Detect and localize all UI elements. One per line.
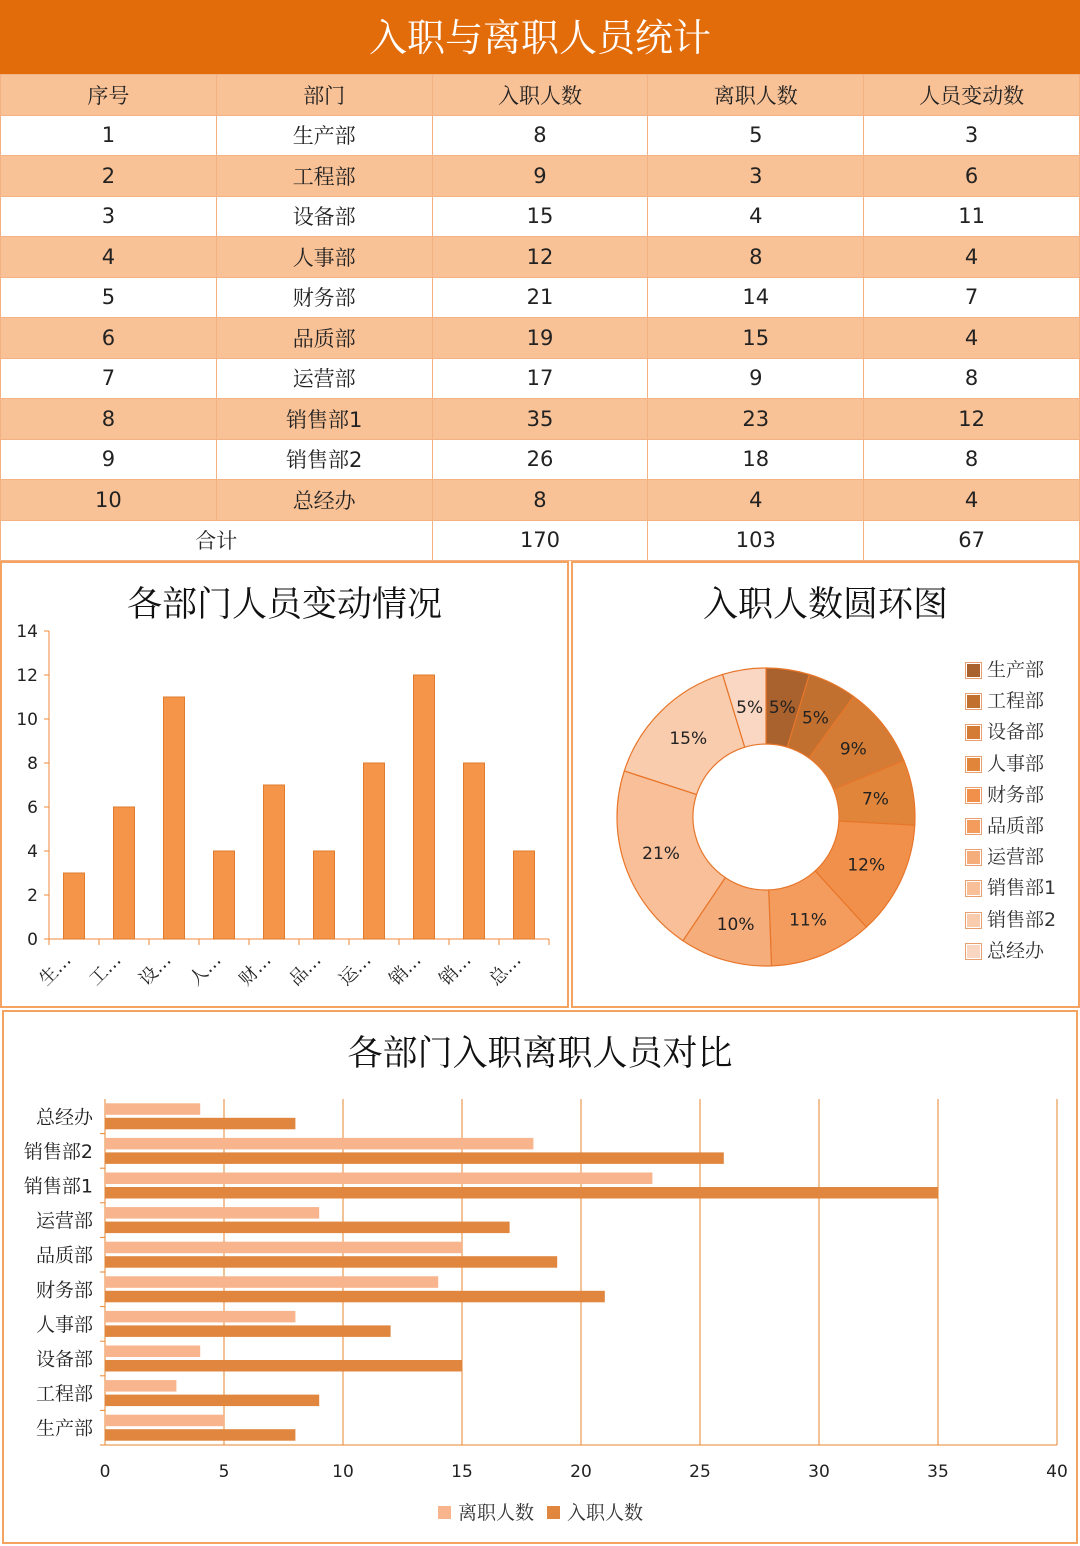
x-tick-label: 人…	[185, 949, 226, 990]
x-tick-label: 10	[332, 1462, 354, 1482]
table-cell: 17	[432, 358, 648, 399]
legend-swatch	[966, 788, 981, 803]
legend-label: 离职人数	[458, 1502, 535, 1524]
table-cell: 5	[1, 277, 217, 318]
table-cell: 4	[864, 480, 1080, 521]
legend-swatch	[966, 725, 981, 740]
table-row	[1, 318, 1080, 359]
legend-item	[966, 780, 1044, 807]
table-cell: 3	[1, 196, 217, 237]
x-tick-label: 工…	[85, 949, 126, 990]
bar	[214, 851, 235, 939]
bar	[414, 675, 435, 939]
slice-label: 21%	[642, 844, 680, 865]
table-cell: 12	[432, 237, 648, 278]
bar-hire	[105, 1118, 295, 1130]
table-cell: 4	[648, 480, 864, 521]
table-cell: 销售部2	[216, 439, 432, 480]
y-tick-label: 10	[16, 710, 38, 730]
page-title: 入职与离职人员统计	[0, 0, 1080, 74]
bar-leave	[105, 1173, 652, 1185]
stats-table	[0, 74, 1080, 561]
table-cell: 8	[432, 115, 648, 156]
table-header-cell: 人员变动数	[864, 75, 1080, 116]
table-cell: 总经办	[216, 480, 432, 521]
table-total-row	[1, 520, 1080, 561]
y-tick-label: 12	[16, 666, 38, 686]
legend-item	[966, 655, 1044, 682]
table-row	[1, 156, 1080, 197]
table-cell: 4	[864, 237, 1080, 278]
legend-swatch	[966, 850, 981, 865]
legend-swatch	[966, 694, 981, 709]
x-tick-label: 15	[451, 1462, 473, 1482]
legend-label: 品质部	[987, 815, 1045, 837]
table-cell: 8	[648, 237, 864, 278]
bar	[164, 697, 185, 939]
table-cell: 3	[648, 156, 864, 197]
slice-label: 11%	[789, 910, 827, 931]
y-tick-label: 4	[27, 842, 38, 862]
table-cell: 7	[1, 358, 217, 399]
legend-label: 销售部2	[987, 908, 1057, 931]
bar-hire	[105, 1291, 605, 1303]
bar	[114, 807, 135, 939]
y-tick-label: 6	[27, 798, 38, 818]
table-cell: 销售部1	[216, 399, 432, 440]
table-cell: 4	[864, 318, 1080, 359]
table-cell: 14	[648, 277, 864, 318]
legend-swatch	[966, 757, 981, 772]
legend-swatch	[966, 944, 981, 959]
table-cell: 6	[864, 156, 1080, 197]
bar-leave	[105, 1138, 533, 1150]
bar-leave	[105, 1311, 295, 1323]
legend-swatch	[966, 663, 981, 678]
bar-leave	[105, 1242, 462, 1254]
slice-label: 9%	[839, 739, 867, 760]
y-tick-label: 2	[27, 886, 38, 906]
legend-swatch	[438, 1506, 451, 1519]
legend-item	[966, 686, 1044, 713]
table-total-cell: 103	[648, 520, 864, 561]
x-tick-label: 5	[218, 1462, 230, 1482]
table-row	[1, 358, 1080, 399]
compare-bar-chart	[4, 1012, 1076, 1542]
table-cell: 21	[432, 277, 648, 318]
table-row	[1, 196, 1080, 237]
legend-item	[966, 842, 1044, 869]
change-chart-title: 各部门人员变动情况	[126, 585, 442, 625]
legend-label: 总经办	[987, 939, 1045, 962]
y-tick-label: 运营部	[35, 1210, 93, 1233]
legend-label: 设备部	[987, 721, 1045, 744]
y-tick-label: 设备部	[35, 1348, 93, 1371]
change-bar-chart	[2, 563, 567, 1006]
table-row	[1, 480, 1080, 521]
bar-hire	[105, 1256, 557, 1268]
slice-label: 15%	[669, 728, 708, 749]
compare-chart-panel	[2, 1010, 1078, 1544]
legend-item	[966, 749, 1044, 776]
table-cell: 18	[648, 439, 864, 480]
bar-leave	[105, 1346, 200, 1358]
table-cell: 12	[864, 399, 1080, 440]
legend-item	[966, 936, 1044, 963]
table-row	[1, 399, 1080, 440]
slice-label: 5%	[768, 698, 796, 719]
bar	[364, 763, 385, 939]
y-tick-label: 生产部	[35, 1417, 93, 1440]
legend-label: 生产部	[987, 659, 1045, 681]
donut-chart-title: 入职人数圆环图	[702, 585, 948, 625]
bar-hire	[105, 1429, 295, 1441]
x-tick-label: 销…	[385, 949, 426, 990]
table-row	[1, 237, 1080, 278]
table-cell: 人事部	[216, 237, 432, 278]
table-cell: 8	[864, 358, 1080, 399]
slice-label: 5%	[736, 698, 764, 719]
table-cell: 26	[432, 439, 648, 480]
table-cell: 15	[432, 196, 648, 237]
table-total-cell: 合计	[1, 520, 433, 561]
table-row	[1, 439, 1080, 480]
legend-swatch	[966, 913, 981, 928]
table-cell: 9	[432, 156, 648, 197]
x-tick-label: 20	[570, 1462, 592, 1482]
table-cell: 设备部	[216, 196, 432, 237]
table-cell: 15	[648, 318, 864, 359]
bar-hire	[105, 1152, 724, 1164]
x-tick-label: 30	[808, 1462, 830, 1482]
table-cell: 8	[432, 480, 648, 521]
table-cell: 8	[864, 439, 1080, 480]
donut-chart-panel	[571, 561, 1080, 1008]
legend-label: 销售部1	[987, 877, 1057, 900]
table-cell: 3	[864, 115, 1080, 156]
x-tick-label: 0	[99, 1462, 111, 1482]
y-tick-label: 8	[27, 754, 38, 774]
y-tick-label: 0	[27, 930, 38, 950]
y-tick-label: 工程部	[35, 1383, 93, 1406]
legend-item	[966, 811, 1044, 838]
table-cell: 1	[1, 115, 217, 156]
bar-leave	[105, 1415, 224, 1427]
table-cell: 7	[864, 277, 1080, 318]
table-cell: 8	[1, 399, 217, 440]
bar-hire	[105, 1325, 391, 1337]
table-header-cell: 离职人数	[648, 75, 864, 116]
x-tick-label: 25	[689, 1462, 711, 1482]
x-tick-label: 总…	[485, 949, 526, 990]
bar-hire	[105, 1360, 462, 1372]
table-cell: 2	[1, 156, 217, 197]
table-cell: 19	[432, 318, 648, 359]
legend-item	[966, 873, 1056, 900]
slice-label: 12%	[847, 855, 886, 876]
x-tick-label: 设…	[135, 949, 176, 990]
slice-label: 10%	[716, 914, 755, 935]
table-row	[1, 277, 1080, 318]
legend-label: 工程部	[987, 690, 1045, 713]
bar	[64, 873, 85, 939]
x-tick-label: 销…	[435, 949, 476, 990]
table-cell: 生产部	[216, 115, 432, 156]
legend-label: 人事部	[987, 752, 1045, 775]
legend-item	[966, 717, 1044, 744]
legend-swatch	[547, 1506, 560, 1519]
table-cell: 品质部	[216, 318, 432, 359]
table-header-cell: 序号	[1, 75, 217, 116]
legend-item	[966, 905, 1056, 932]
x-tick-label: 财…	[235, 949, 276, 990]
table-total-cell: 170	[432, 520, 648, 561]
table-cell: 10	[1, 480, 217, 521]
table-cell: 4	[1, 237, 217, 278]
y-tick-label: 财务部	[35, 1279, 93, 1302]
table-total-cell: 67	[864, 520, 1080, 561]
x-tick-label: 40	[1046, 1462, 1068, 1482]
table-row	[1, 115, 1080, 156]
table-cell: 9	[1, 439, 217, 480]
bar-hire	[105, 1222, 510, 1234]
y-tick-label: 销售部2	[23, 1140, 93, 1163]
table-cell: 5	[648, 115, 864, 156]
y-tick-label: 14	[16, 622, 38, 642]
table-header-row	[1, 75, 1080, 116]
bar-hire	[105, 1187, 938, 1199]
x-tick-label: 运…	[335, 949, 376, 990]
table-cell: 23	[648, 399, 864, 440]
table-cell: 9	[648, 358, 864, 399]
table-cell: 35	[432, 399, 648, 440]
table-header-cell: 入职人数	[432, 75, 648, 116]
table-cell: 4	[648, 196, 864, 237]
table-cell: 财务部	[216, 277, 432, 318]
slice-label: 7%	[861, 789, 889, 810]
x-tick-label: 35	[927, 1462, 949, 1482]
x-tick-label: 品…	[285, 949, 326, 990]
bar	[464, 763, 485, 939]
table-cell: 工程部	[216, 156, 432, 197]
change-chart-panel	[0, 561, 569, 1008]
compare-chart-title: 各部门入职离职人员对比	[347, 1034, 733, 1074]
bar	[264, 785, 285, 939]
bar-leave	[105, 1103, 200, 1115]
bar-hire	[105, 1395, 319, 1407]
table-header-cell: 部门	[216, 75, 432, 116]
slice-label: 5%	[801, 708, 829, 729]
y-tick-label: 人事部	[35, 1313, 93, 1336]
table-cell: 运营部	[216, 358, 432, 399]
table-cell: 6	[1, 318, 217, 359]
y-tick-label: 销售部1	[23, 1175, 93, 1198]
x-tick-label: 生…	[35, 949, 76, 990]
legend-label: 运营部	[987, 846, 1045, 869]
legend-label: 财务部	[987, 783, 1045, 806]
legend-label: 入职人数	[567, 1502, 644, 1524]
legend-swatch	[966, 881, 981, 896]
y-tick-label: 总经办	[35, 1106, 93, 1129]
bar	[314, 851, 335, 939]
bar-leave	[105, 1276, 438, 1288]
bar	[514, 851, 535, 939]
legend-swatch	[966, 819, 981, 834]
bar-leave	[105, 1207, 319, 1219]
table-cell: 11	[864, 196, 1080, 237]
bar-leave	[105, 1380, 176, 1392]
y-tick-label: 品质部	[35, 1244, 93, 1267]
